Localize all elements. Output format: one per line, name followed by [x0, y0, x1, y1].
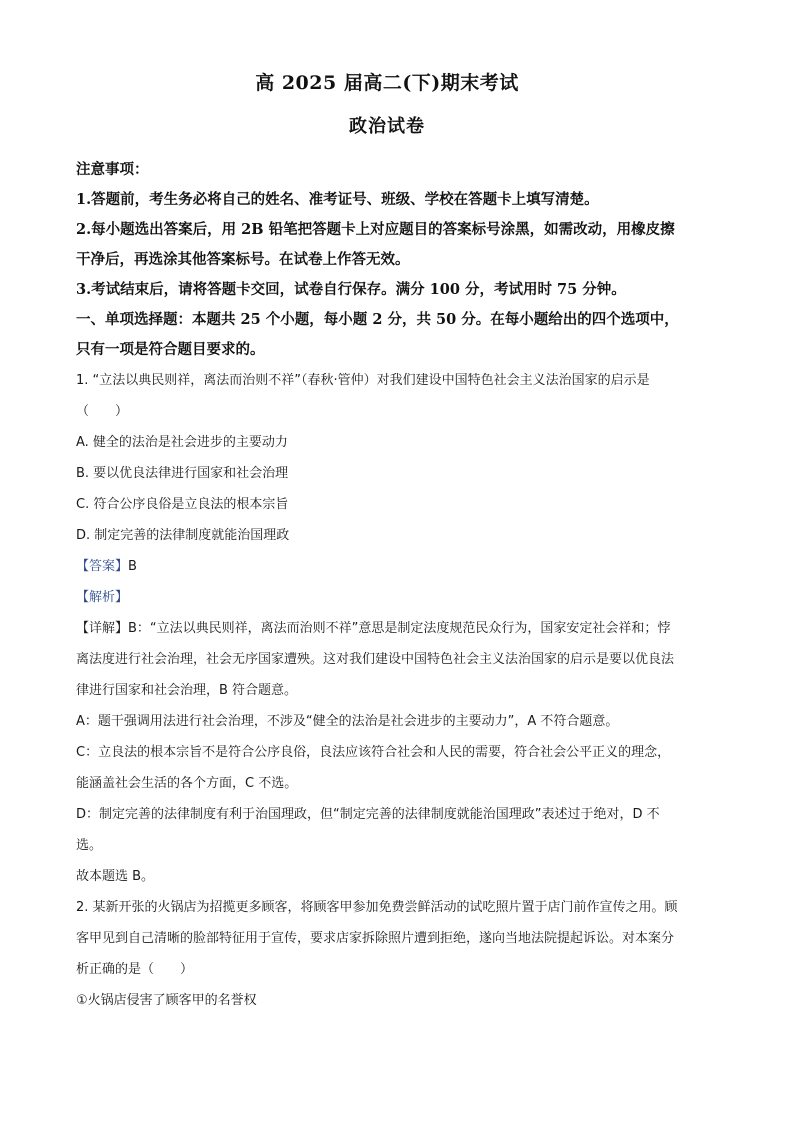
explain-line: 故本题选 B。 [76, 869, 155, 884]
explain-line: D：制定完善的法律制度有利于治国理政，但“制定完善的法律制度就能治国理政”表述过于绝对，D 不 [76, 807, 660, 822]
detail-text: B：“立法以典民则祥，离法而治则不祥”意思是制定法度规范民众行为，国家安定社会祥和；悖 [128, 621, 671, 636]
option-c: C. 符合公序良俗是立良法的根本宗旨 [76, 497, 289, 512]
option-d: D. 制定完善的法律制度就能治国理政 [76, 528, 290, 543]
explain-line: A：题干强调用法进行社会治理，不涉及“健全的法治是社会进步的主要动力”，A 不符合题意。 [76, 714, 619, 729]
detail-line: 离法度进行社会治理，社会无序国家遭殃。这对我们建设中国特色社会主义法治国家的启示是要以优良法 [76, 652, 675, 667]
question-1 [76, 365, 698, 892]
explain-line: 选。 [76, 838, 103, 853]
detail-tag: 【详解】 [76, 621, 129, 636]
section-heading-line: 一、单项选择题：本题共 25 个小题，每小题 2 分，共 50 分。在每小题给出的四个选项中， [76, 311, 679, 328]
explain-line: C：立良法的根本宗旨不是符合公序良俗，良法应该符合社会和人民的需要，符合社会公平正义的理念， [76, 745, 671, 760]
detail-line: 律进行国家和社会治理，B 符合题意。 [76, 683, 298, 698]
notes-item: 3.考试结束后，请将答题卡交回，试卷自行保存。满分 100 分，考试用时 75 分钟。 [76, 281, 626, 298]
question-2 [76, 892, 698, 1016]
question-stem: （ ） [76, 404, 129, 419]
question-stem: 2. 某新开张的火锅店为招揽更多顾客，将顾客甲参加免费尝鲜活动的试吃照片置于店门前作宣传之用。顾 [76, 900, 678, 915]
question-stem: 析正确的是（ ） [76, 962, 194, 977]
exam-subtitle: 政治试卷 [349, 116, 425, 137]
notes-item: 2.每小题选出答案后，用 2B 铅笔把答题卡上对应题目的答案标号涂黑，如需改动，用橡皮擦 [76, 221, 675, 238]
answer-line [76, 551, 698, 582]
notes-section [76, 155, 698, 305]
section-heading [76, 305, 698, 365]
question-stem: 客甲见到自己清晰的脸部特征用于宣传，要求店家拆除照片遭到拒绝，遂向当地法院提起诉讼。对本案分 [76, 931, 675, 946]
option-b: B. 要以优良法律进行国家和社会治理 [76, 466, 289, 481]
answer-value: B [128, 559, 137, 574]
choice-item: ①火锅店侵害了顾客甲的名誉权 [76, 993, 257, 1008]
notes-item: 干净后，再选涂其他答案标号。在试卷上作答无效。 [76, 251, 410, 268]
analysis-tag: 【解析】 [76, 590, 129, 605]
section-heading-line: 只有一项是符合题目要求的。 [76, 341, 265, 358]
question-stem: 1. “立法以典民则祥，离法而治则不祥”（春秋·管仲）对我们建设中国特色社会主义法治国家的启示是 [76, 373, 650, 388]
detail-line [76, 613, 698, 644]
option-a: A. 健全的法治是社会进步的主要动力 [76, 435, 288, 450]
explain-line: 能涵盖社会生活的各个方面，C 不选。 [76, 776, 298, 791]
exam-title: 高 2025 届高二(下)期末考试 [255, 72, 519, 94]
notes-heading: 注意事项： [76, 161, 149, 178]
analysis-line [76, 582, 698, 613]
answer-tag: 【答案】 [76, 559, 129, 574]
notes-item: 1.答题前，考生务必将自己的姓名、准考证号、班级、学校在答题卡上填写清楚。 [76, 191, 599, 208]
